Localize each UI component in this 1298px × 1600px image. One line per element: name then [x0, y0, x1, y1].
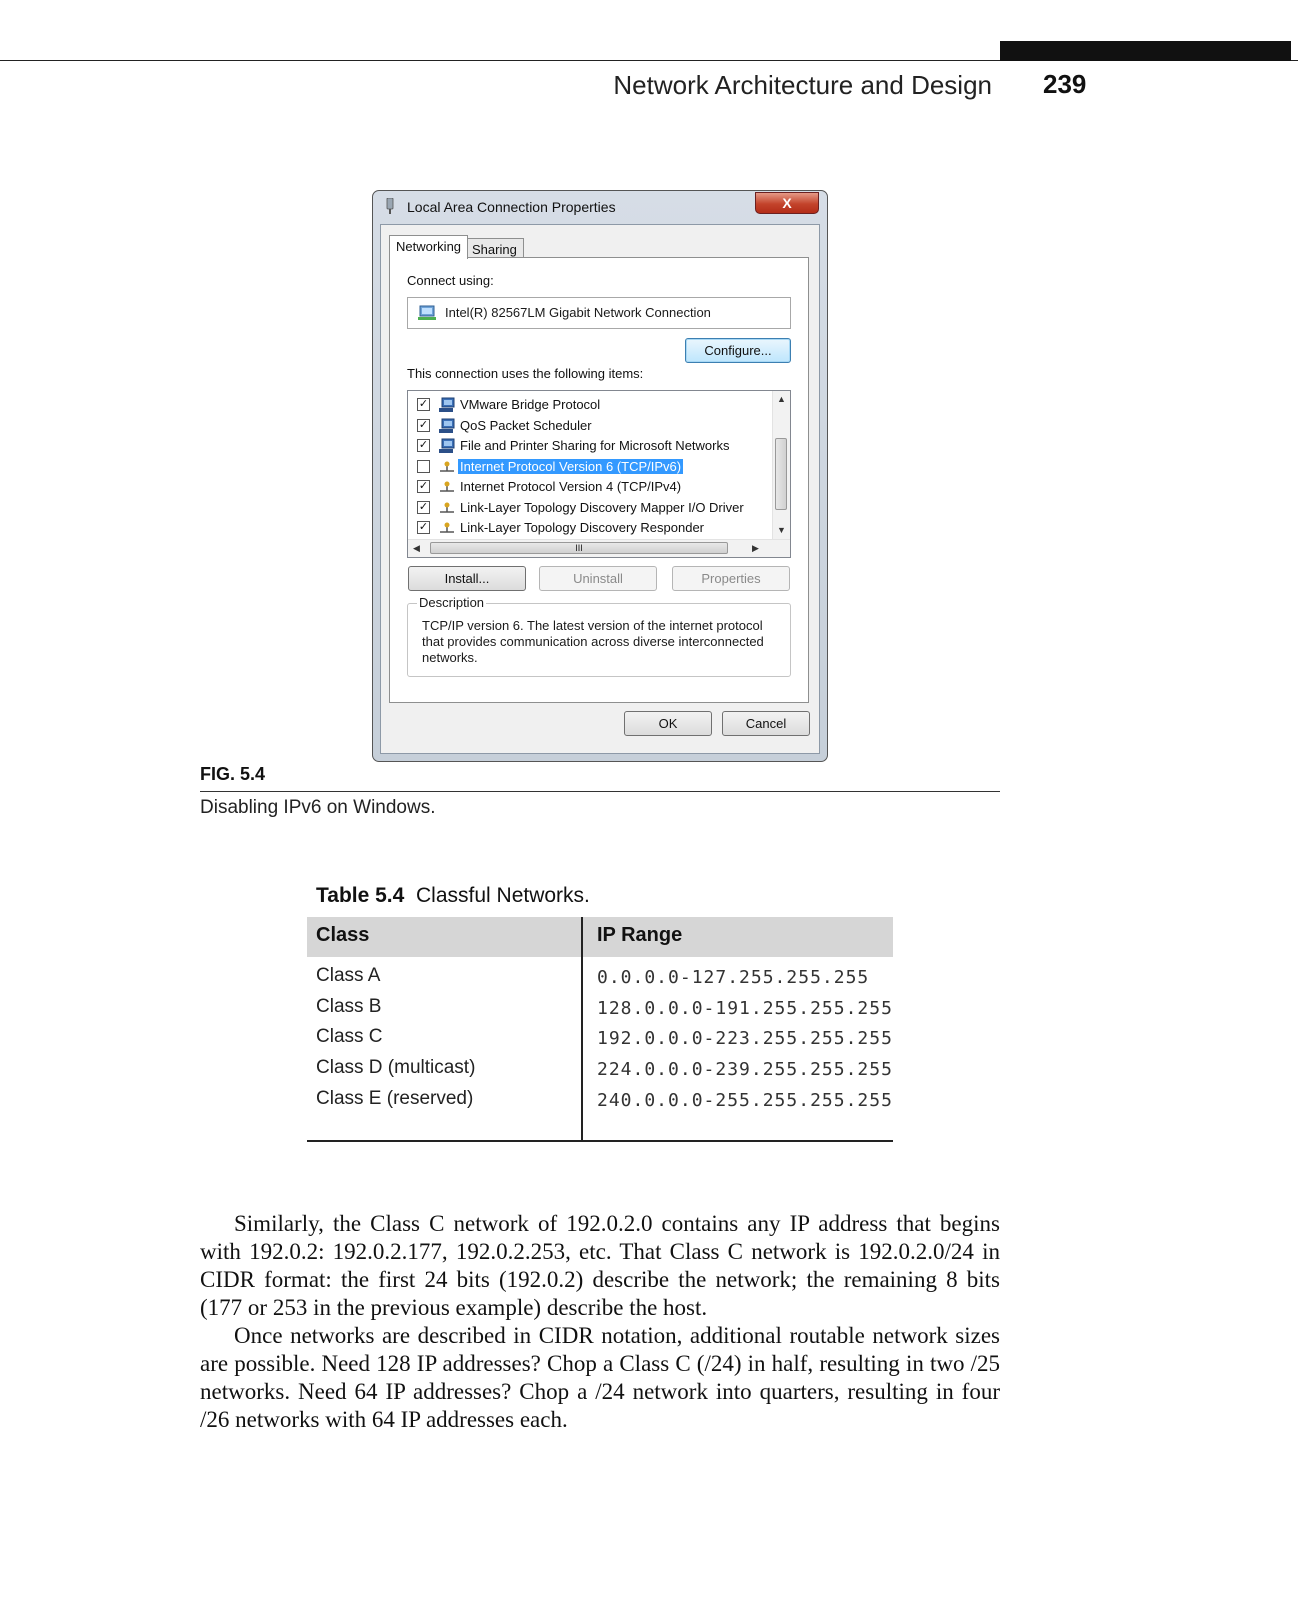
checked-checkbox[interactable]: ✓ — [418, 521, 429, 533]
list-item[interactable] — [408, 416, 768, 436]
table-cell-ip-range: 240.0.0.0-255.255.255.255 — [597, 1089, 893, 1111]
dialog-body — [380, 224, 820, 754]
table-column-divider — [581, 917, 583, 1141]
properties-button[interactable]: Properties — [672, 566, 790, 591]
list-item[interactable] — [408, 436, 768, 456]
table-bottom-rule — [307, 1140, 893, 1142]
network-client-icon — [438, 397, 456, 413]
tab-networking[interactable]: Networking — [389, 235, 468, 259]
checked-checkbox[interactable]: ✓ — [418, 398, 429, 410]
network-card-icon — [418, 305, 436, 321]
connect-using-label: Connect using: — [407, 273, 494, 288]
list-item-label: File and Printer Sharing for Microsoft Networks — [460, 438, 730, 453]
protocol-icon — [438, 479, 456, 495]
table-cell-class: Class A — [316, 965, 381, 986]
table-cell-class: Class B — [316, 995, 382, 1017]
configure-button[interactable]: Configure... — [685, 338, 791, 363]
scroll-right-icon[interactable]: ▶ — [752, 543, 759, 553]
close-button[interactable]: X — [755, 192, 819, 214]
list-item-label: QoS Packet Scheduler — [460, 417, 592, 433]
vertical-scroll-thumb[interactable] — [775, 438, 787, 510]
table-cell-ip-range: 192.0.0.0-223.255.255.255 — [597, 1028, 893, 1050]
adapter-name: Intel(R) 82567LM Gigabit Network Connection — [445, 305, 711, 320]
table-cell-ip-range: 128.0.0.0-191.255.255.255 — [597, 997, 893, 1019]
figure-caption: Disabling IPv6 on Windows. — [200, 797, 436, 818]
scroll-up-icon[interactable]: ▲ — [777, 394, 786, 404]
header-ip-range: IP Range — [597, 924, 683, 946]
networking-panel — [389, 257, 809, 703]
scroll-down-icon[interactable]: ▼ — [777, 525, 786, 535]
list-item-label: Link-Layer Topology Discovery Mapper I/O Driver — [460, 499, 744, 515]
protocol-icon — [438, 500, 456, 516]
running-head: Network Architecture and Design — [613, 70, 992, 100]
header-bar — [1000, 41, 1291, 61]
network-client-icon — [438, 418, 456, 434]
list-item[interactable] — [408, 457, 768, 477]
table-cell-class: Class C — [316, 1026, 383, 1048]
table-caption — [316, 884, 590, 908]
list-item[interactable] — [408, 498, 768, 518]
table-title: Classful Networks. — [416, 884, 590, 907]
items-label: This connection uses the following items: — [407, 366, 644, 381]
list-item[interactable] — [408, 395, 768, 415]
description-label: Description — [419, 595, 485, 610]
table-cell-ip-range: 224.0.0.0-239.255.255.255 — [597, 1059, 893, 1081]
vertical-scrollbar[interactable] — [772, 391, 790, 541]
ok-button[interactable]: OK — [624, 711, 712, 736]
protocol-icon — [438, 520, 456, 536]
dialog-title: Local Area Connection Properties — [407, 199, 616, 215]
description-group — [407, 595, 791, 677]
figure-label: FIG. 5.4 — [200, 764, 266, 784]
figure-rule — [200, 791, 1000, 792]
list-item[interactable] — [408, 518, 768, 538]
table-cell-class: Class D (multicast) — [316, 1057, 476, 1079]
list-item-label: Internet Protocol Version 4 (TCP/IPv4) — [460, 479, 682, 494]
install-button[interactable]: Install... — [408, 566, 526, 591]
checked-checkbox[interactable]: ✓ — [418, 439, 429, 451]
unchecked-checkbox[interactable] — [417, 460, 430, 473]
checked-checkbox[interactable]: ✓ — [418, 418, 429, 431]
checked-checkbox[interactable]: ✓ — [418, 500, 429, 513]
horizontal-scroll-thumb[interactable]: III — [430, 542, 728, 554]
network-client-icon — [438, 438, 456, 454]
description-text: TCP/IP version 6. The latest version of the internet protocol that provides communication across diverse interconnected networks. — [422, 618, 764, 665]
table-header — [307, 917, 893, 957]
paragraph: Once networks are described in CIDR notation, additional routable network sizes are possible. Need 128 IP addresses? Chop a Class C (/24) in half, resulting in two /25 networks. Need 64 IP addresses? Chop a /24 network into quarters, resulting in four /26 networks with 64 IP addresses each. — [200, 1323, 1000, 1432]
adapter-field — [407, 297, 791, 329]
header-class: Class — [316, 924, 370, 946]
table-number: Table 5.4 — [316, 884, 405, 907]
list-item[interactable] — [408, 477, 768, 497]
list-item-label: Link-Layer Topology Discovery Responder — [460, 520, 704, 535]
properties-dialog — [372, 190, 828, 762]
uninstall-button[interactable]: Uninstall — [539, 566, 657, 591]
table-cell-class: Class E (reserved) — [316, 1087, 474, 1109]
network-adapter-icon — [385, 198, 395, 214]
table-cell-ip-range: 0.0.0.0-127.255.255.255 — [597, 967, 870, 988]
cancel-button[interactable]: Cancel — [722, 711, 810, 736]
paragraph: Similarly, the Class C network of 192.0.2.0 contains any IP address that begins with 192.0.2: 192.0.2.177, 192.0.2.253, etc. That Class C network is 192.0.2.0/24 in CIDR format: the first 24 bits (192.0.2) describe the network; the remaining 8 bits (177 or 253 in the previous example) describe the host. — [200, 1211, 1000, 1320]
scroll-left-icon[interactable]: ◀ — [413, 543, 420, 553]
body-text — [200, 1210, 1000, 1434]
page-number: 239 — [1043, 69, 1087, 99]
list-item-label: VMware Bridge Protocol — [460, 397, 601, 412]
list-item-label: Internet Protocol Version 6 (TCP/IPv6) — [460, 458, 682, 474]
items-list[interactable] — [407, 390, 791, 558]
checked-checkbox[interactable]: ✓ — [418, 480, 429, 492]
protocol-icon — [438, 459, 456, 475]
tab-sharing[interactable]: Sharing — [465, 238, 524, 259]
horizontal-scrollbar[interactable] — [408, 539, 791, 557]
